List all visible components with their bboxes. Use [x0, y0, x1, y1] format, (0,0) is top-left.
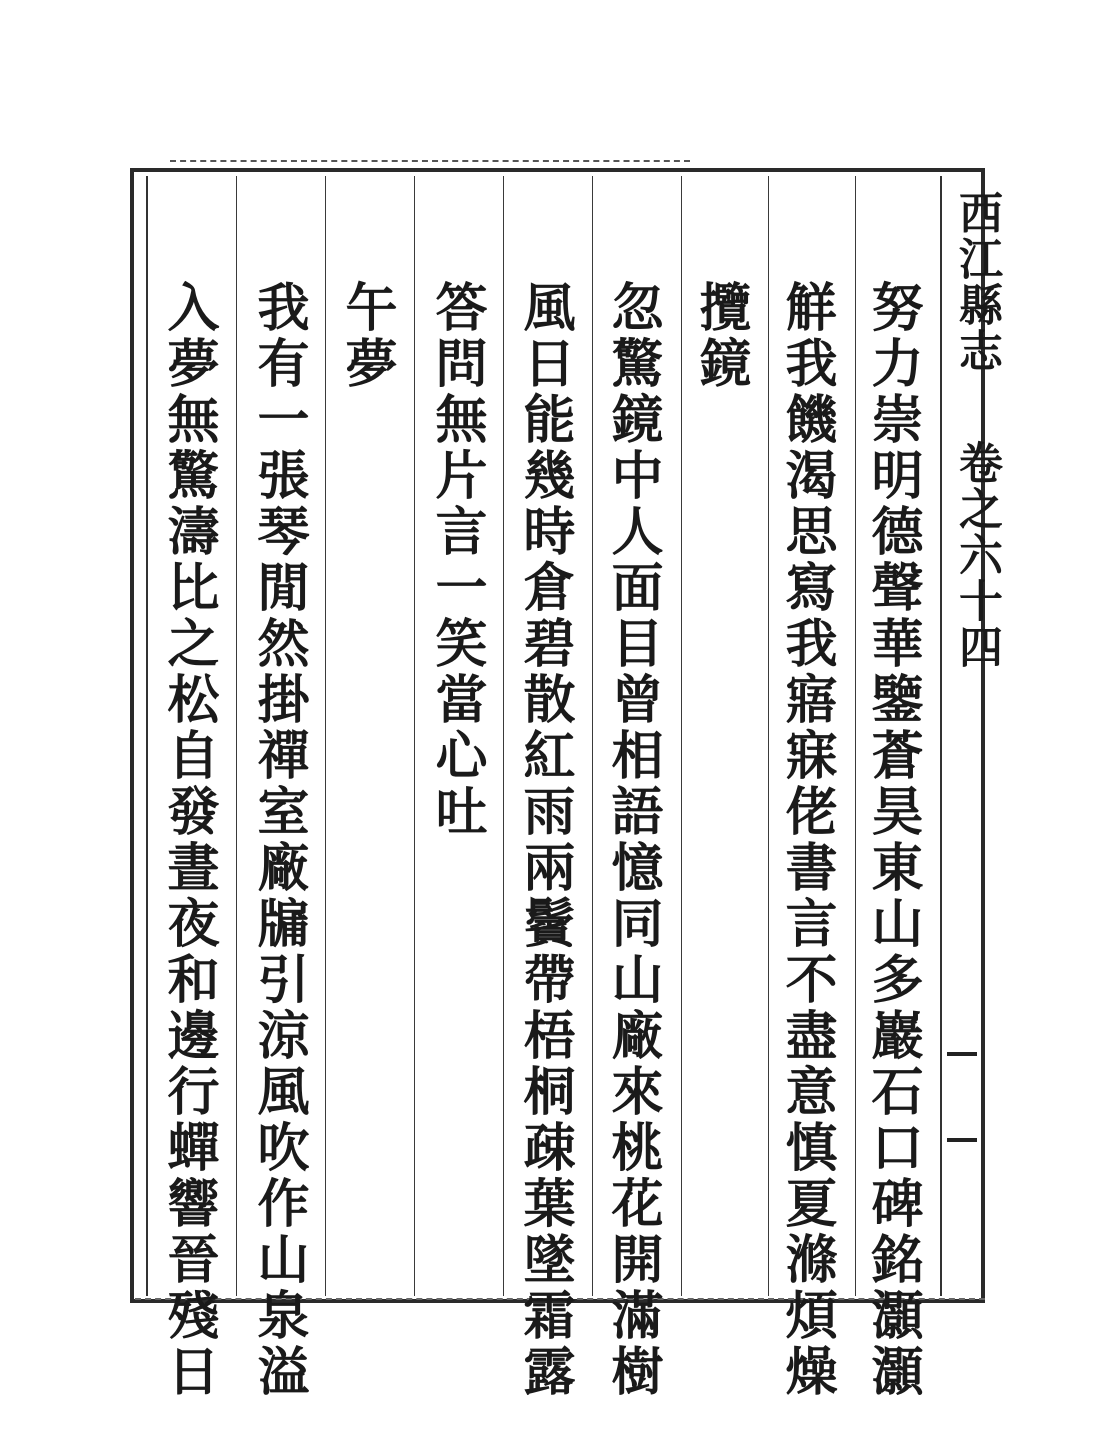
poem-title-lanjing: 攬鏡 [690, 280, 751, 392]
text-column-4: 忽驚鏡中人面目曾相語憶同山廠來桃花開滿樹 [602, 280, 663, 1400]
poem-title-wumeng: 午夢 [336, 280, 397, 392]
text-column-2: 觧我饑渴思寫我寤寐佬書言不盡意慎夏滌煩燥 [776, 280, 837, 1400]
column-divider [414, 176, 415, 1296]
column-divider [236, 176, 237, 1296]
column-divider [325, 176, 326, 1296]
margin-fold-mark [947, 1052, 977, 1056]
column-divider [768, 176, 769, 1296]
volume-label-text: 卷之六十四 [951, 440, 1002, 670]
column-divider [681, 176, 682, 1296]
top-border-rule [170, 160, 690, 168]
column-divider [592, 176, 593, 1296]
text-column-1: 努力崇明德聲華鑒蒼昊東山多巖石口碑銘灝灝 [862, 280, 923, 1400]
column-divider [855, 176, 856, 1296]
book-title-text: 西江縣志 [951, 190, 1002, 374]
margin-fold-mark-lower [947, 1138, 977, 1142]
volume-label [944, 440, 1008, 670]
text-column-6: 答問無片言一笑當心吐 [426, 280, 487, 840]
text-column-5: 風日能幾時倉碧散紅雨兩鬢帶梧桐疎葉墜霜露 [514, 280, 575, 1400]
text-column-9: 入夢無驚濤比之松自發晝夜和邊行蟬響晉殘日 [158, 280, 219, 1400]
text-column-8: 我有一張琴閒然掛禪室廠牖引涼風吹作山泉溢 [248, 280, 309, 1400]
column-divider [503, 176, 504, 1296]
book-title [944, 190, 1008, 374]
